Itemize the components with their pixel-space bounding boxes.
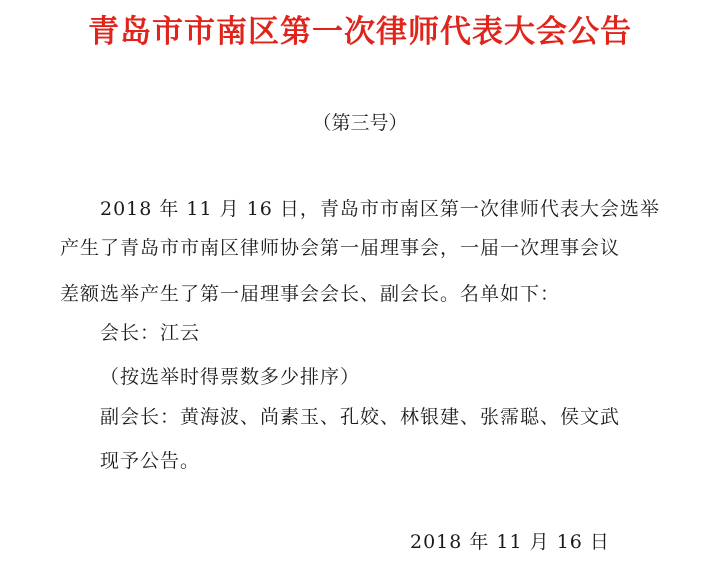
paragraph-line: 2018 年 11 月 16 日，青岛市市南区第一次律师代表大会选举: [100, 198, 660, 220]
paragraph-line: 产生了青岛市市南区律师协会第一届理事会，一届一次理事会议: [60, 237, 621, 259]
order-note: （按选举时得票数多少排序）: [100, 366, 361, 388]
paragraph-line: 差额选举产生了第一届理事会会长、副会长。名单如下：: [60, 283, 561, 305]
signature-date: 2018 年 11 月 16 日: [410, 531, 610, 553]
document-title: 青岛市市南区第一次律师代表大会公告: [88, 14, 632, 50]
closing-line: 现予公告。: [100, 450, 201, 472]
vice-presidents-line: 副会长：黄海波、尚素玉、孔姣、林银建、张霈聪、侯文武: [100, 406, 621, 428]
president-line: 会长：江云: [100, 322, 201, 344]
announcement-number: （第三号）: [312, 112, 408, 134]
